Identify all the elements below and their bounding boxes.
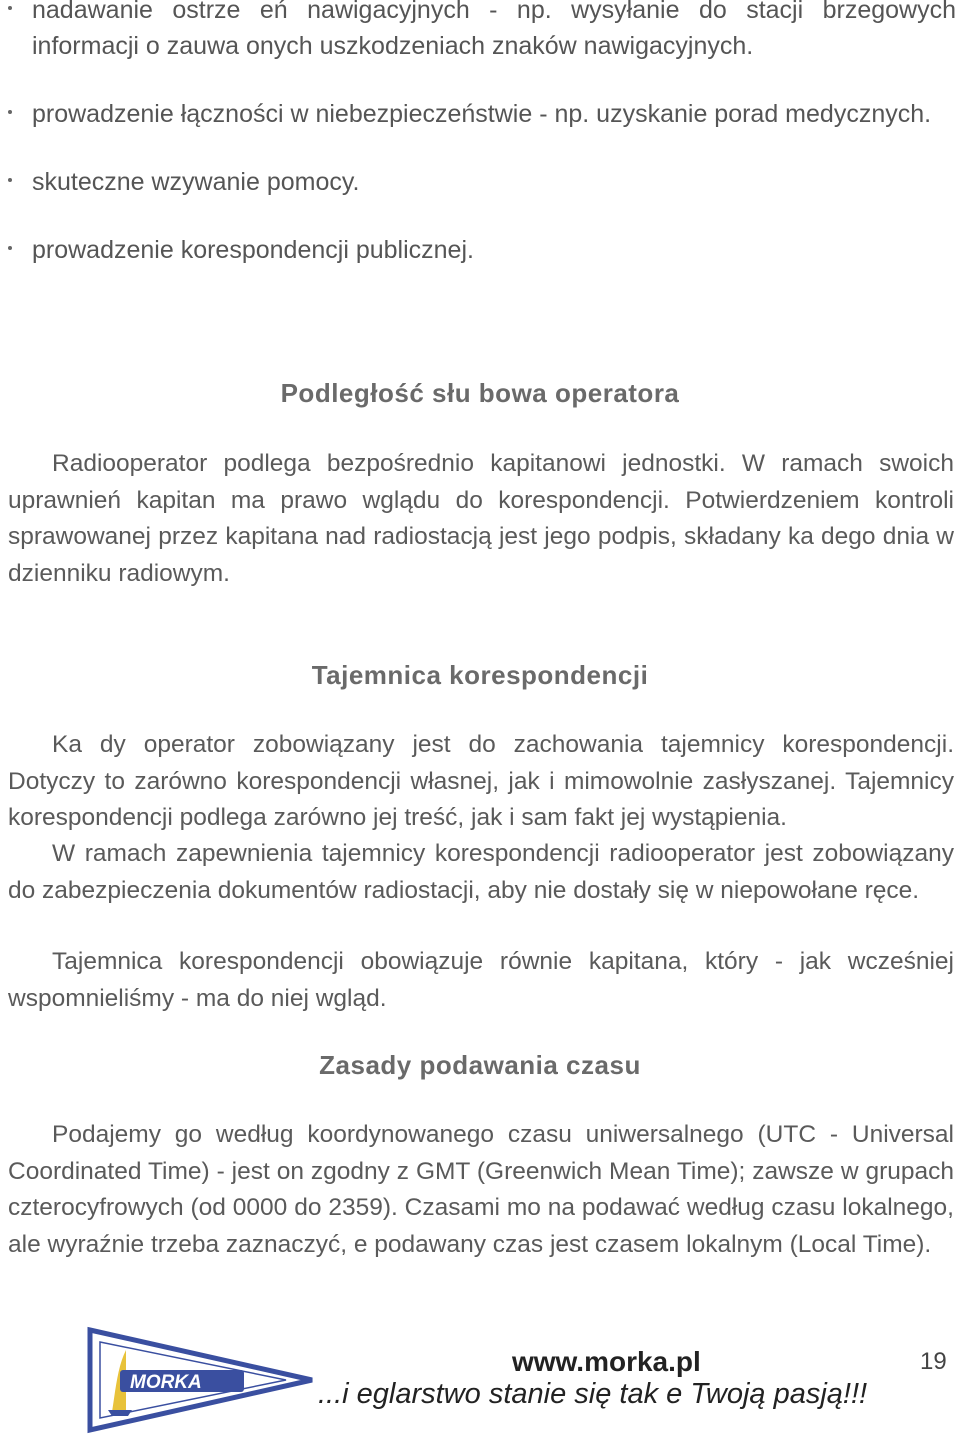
footer-slogan: ...i eglarstwo stanie się tak e Twoją pasją!!! xyxy=(318,1378,868,1410)
list-item: skuteczne wzywanie pomocy. xyxy=(8,164,956,200)
bullet-dot-icon xyxy=(8,246,12,250)
section-paragraph: Ka dy operator zobowiązany jest do zachowania tajemnicy korespondencji. Dotyczy to zarówno korespondencji własnej, jak i mimowolnie zasłyszanej. Tajemnicy korespondencji podlega zarówno jej treść, jak i sam fakt jej wystąpienia. xyxy=(8,731,954,831)
section-paragraph: Tajemnica korespondencji obowiązuje równie kapitana, który - jak wcześniej wspomnieliśmy - ma do niej wgląd. xyxy=(8,948,954,1012)
list-item: prowadzenie łączności w niebezpieczeństwie - np. uzyskanie porad medycznych. xyxy=(8,96,956,132)
section-heading: Podległość słu bowa operatora xyxy=(280,378,680,408)
bullet-dot-icon xyxy=(8,178,12,182)
boat-hull-icon xyxy=(108,1410,132,1416)
section-paragraph: Podajemy go według koordynowanego czasu uniwersalnego (UTC - Universal Coordinated Time) - jest on zgodny z GMT (Greenwich Mean Time); zawsze w grupach czterocyfrowych (od 0000 do 2359). Czasami mo na podawać według czasu lokalnego, ale wyraźnie trzeba zaznaczyć, e podawany czas jest czasem lokalnym (Local Time). xyxy=(8,1121,954,1258)
footer-url[interactable]: www.morka.pl xyxy=(512,1346,701,1377)
section-heading: Tajemnica korespondencji xyxy=(311,660,649,690)
bullet-dot-icon xyxy=(8,6,12,10)
bullet-list xyxy=(8,0,956,300)
section-heading: Zasady podawania czasu xyxy=(319,1050,641,1080)
list-item: nadawanie ostrze eń nawigacyjnych - np. wysyłanie do stacji brzegowych informacji o zauwa onych uszkodzeniach znaków nawigacyjnych. xyxy=(8,0,956,64)
section-paragraph: W ramach zapewnienia tajemnicy korespondencji radiooperator jest zobowiązany do zabezpieczenia dokumentów radiostacji, aby nie dostały się w niepowołane ręce. xyxy=(8,840,954,904)
section-paragraph: Radiooperator podlega bezpośrednio kapitanowi jednostki. W ramach swoich uprawnień kapitan ma prawo wglądu do korespondencji. Potwierdzeniem kontroli sprawowanej przez kapitana nad radiostacją jest jego podpis, składany ka dego dnia w dzienniku radiowym. xyxy=(8,450,954,587)
bullet-dot-icon xyxy=(8,110,12,114)
list-item: prowadzenie korespondencji publicznej. xyxy=(8,232,956,268)
pennant-icon xyxy=(86,1326,316,1434)
morka-pennant-logo xyxy=(86,1326,316,1439)
logo-text: MORKA xyxy=(130,1372,202,1393)
page-number: 19 xyxy=(920,1348,947,1375)
